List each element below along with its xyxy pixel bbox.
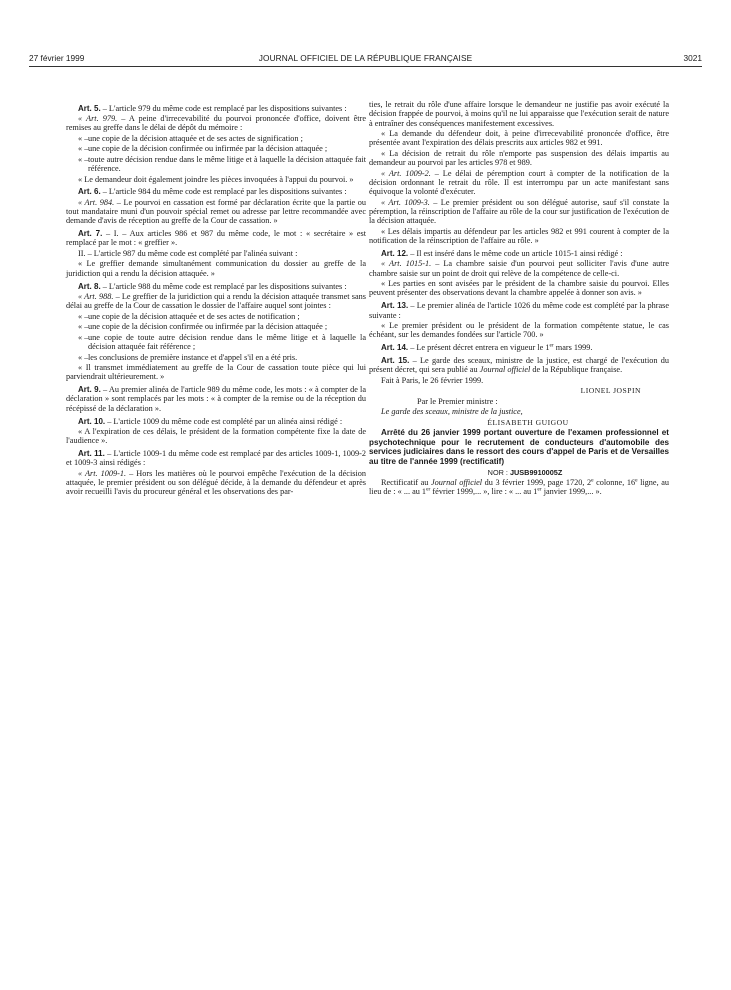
article-15: Art. 15. – Le garde des sceaux, ministre de la justice, est chargé de l'exécution du présent décret, qui sera publié au Journal officiel de la République française. [369, 355, 670, 375]
article-979 [66, 114, 366, 133]
list-item: « – une copie de la décision attaquée et de ses actes de signification ; [78, 133, 303, 143]
list-item: « – une copie de toute autre décision rendue dans le même litige et à laquelle la décision attaquée fait référence ; [78, 332, 366, 352]
article-label: Art. 10. [78, 416, 106, 426]
article-text: – L'article 1009 du même code est complété par un alinéa ainsi rédigé : [107, 416, 343, 426]
article-label: Art. 14. [381, 343, 409, 353]
article-10 [66, 417, 366, 426]
article-text: – Le premier président ou son délégué autorise, sauf s'il constate la péremption, la réinscription de l'affaire au rôle de la cour sur justification de l'exécution de la décision attaquée. [369, 197, 670, 226]
article-8 [66, 282, 366, 291]
article-text: – Le greffier de la juridiction qui a rendu la décision attaquée transmet sans délai au greffe de la Cour de cassation le dossier de l'affaire auquel sont jointes : [66, 292, 366, 311]
article-label: « Art. 1009-3. [381, 197, 430, 207]
article-label: Art. 12. [381, 248, 409, 258]
right-column [369, 100, 669, 498]
left-column [66, 100, 366, 498]
article-1009-3 [369, 198, 669, 226]
article-label: « Art. 988. [78, 292, 114, 302]
article-14: Art. 14. – Le présent décret entrera en vigueur le 1er mars 1999. [381, 342, 593, 353]
article-11 [66, 449, 366, 468]
article-label: Art. 8. [78, 281, 101, 291]
list-item: « – une copie de la décision confirmée ou infirmée par la décision attaquée ; [78, 144, 328, 154]
paragraph: « Le demandeur doit également joindre les pièces invoquées à l'appui du pourvoi. » [78, 174, 354, 184]
header-title: JOURNAL OFFICIEL DE LA RÉPUBLIQUE FRANÇAISE [258, 53, 473, 63]
paragraph: « Les délais impartis au défendeur par les articles 982 et 991 courent à compter de la notification de la réinscription de l'affaire au rôle. » [369, 226, 669, 246]
by-prime-minister: Par le Premier ministre : [417, 396, 498, 406]
article-7 [66, 229, 366, 248]
article-5 [66, 104, 366, 113]
article-label: Art. 6. [78, 187, 101, 197]
paragraph: « Il transmet immédiatement au greffe de la Cour de cassation toute pièce qui lui parviendrait ultérieurement. » [66, 363, 366, 382]
article-text: – L'article 1009-1 du même code est remplacé par des articles 1009-1, 1009-2 et 1009-3 ainsi rédigés : [66, 449, 367, 468]
article-text: – I. – Aux articles 986 et 987 du même code, le mot : « secrétaire » est remplacé par le mot : « greffier ». [66, 229, 367, 248]
article-984 [66, 198, 366, 226]
list-item: « – toute autre décision rendue dans le même litige et à laquelle la décision attaquée fait référence. [78, 154, 366, 174]
article-text: – A peine d'irrecevabilité du pourvoi prononcée d'office, doivent être remises au greffe dans le délai de dépôt du mémoire : [66, 113, 366, 133]
list-item: « – les conclusions de première instance et d'appel s'il en a été pris. [78, 352, 298, 362]
header-date: 27 février 1999 [29, 53, 85, 63]
article-text: – Le premier alinéa de l'article 1026 du même code est complété par la phrase suivante : [369, 301, 670, 320]
article-text: – Il est inséré dans le même code un article 1015-1 ainsi rédigé : [410, 248, 623, 258]
rectificatif: Rectificatif au Journal officiel du 3 février 1999, page 1720, 2e colonne, 16e ligne, au lieu de : « ... au 1er février 1999,... », lire : « ... au 1er janvier 1999,... ». [369, 477, 669, 497]
paragraph: « A l'expiration de ces délais, le président de la formation compétente fixe la date de l'audience ». [66, 427, 366, 446]
article-1009-2 [369, 169, 669, 197]
article-12 [369, 249, 669, 258]
article-text: – L'article 984 du même code est remplacé par les dispositions suivantes : [102, 187, 347, 197]
article-6 [66, 187, 366, 196]
signature-prime-minister: LIONEL JOSPIN [580, 386, 641, 396]
header-page-number: 3021 [683, 53, 702, 63]
done-at: Fait à Paris, le 26 février 1999. [381, 375, 484, 385]
nor-reference: NOR : JUSB9910005Z [487, 467, 563, 477]
article-9 [66, 385, 366, 413]
article-text: – Le délai de péremption court à compter de la notification de la décision ordonnant le retrait du rôle. Il est interrompu par un acte manifestant sans équivoque la volonté d'exécuter. [369, 168, 670, 197]
article-label: « Art. 1009-1. [78, 468, 127, 478]
list-item: « – une copie de la décision confirmée ou infirmée par la décision attaquée ; [78, 322, 328, 332]
article-label: « Art. 1015-1. [381, 259, 432, 269]
arrete-title: Arrêté du 26 janvier 1999 portant ouverture de l'examen professionnel et psychotechnique pour le recrutement de conducteurs d'automobile des services judiciaires dans le ressort des cours d'appel de Paris et de Versailles au titre de l'année 1999 (rectificatif) [369, 428, 669, 466]
article-label: Art. 9. [78, 385, 101, 395]
paragraph: ties, le retrait du rôle d'une affaire lorsque le demandeur ne justifie pas avoir exécuté la décision frappée de pourvoi, à moins qu'il ne lui apparaisse que l'exécution serait de nature à entraîner des conséquences manifestement excessives. [369, 100, 669, 128]
paragraph: « Les parties en sont avisées par le président de la chambre saisie du pourvoi. Elles peuvent présenter des observations devant la chambre appelée à donner son avis. » [369, 279, 669, 298]
article-text: – L'article 988 du même code est remplacé par les dispositions suivantes : [102, 281, 347, 291]
paragraph: II. – L'article 987 du même code est complété par l'alinéa suivant : [78, 248, 298, 258]
article-1015-1 [369, 259, 669, 278]
paragraph: « Le premier président ou le président de la formation compétente statue, le cas échéant, sur les demandes fondées sur l'article 700. » [369, 321, 669, 340]
article-text: – La chambre saisie d'un pourvoi peut solliciter l'avis d'une autre chambre saisie sur un point de droit qui relève de la compétence de celle-ci. [369, 259, 670, 278]
article-text: – L'article 979 du même code est remplacé par les dispositions suivantes : [102, 103, 347, 113]
paragraph: « Le greffier demande simultanément communication du dossier au greffe de la juridiction qui a rendu la décision attaquée. » [66, 259, 366, 278]
article-text: – Le pourvoi en cassation est formé par déclaration écrite que la partie ou tout mandataire muni d'un pouvoir spécial remet ou adresse par lettre recommandée avec demande d'avis de réception au greffe de la Cour de cassation. » [66, 197, 366, 226]
paragraph: « La décision de retrait du rôle n'emporte pas suspension des délais impartis au demandeur au pourvoi par les articles 978 et 989. [369, 148, 669, 168]
article-label: « Art. 979. [78, 113, 118, 123]
article-label: Art. 15. [381, 355, 410, 365]
article-label: Art. 5. [78, 103, 101, 113]
page-header [29, 52, 702, 67]
minister-role: Le garde des sceaux, ministre de la justice, [381, 407, 523, 417]
article-label: Art. 7. [78, 229, 103, 239]
article-text: – Hors les matières où le pourvoi empêche l'exécution de la décision attaquée, le premier président ou son délégué décide, à la demande du défendeur et après avoir recueilli l'avis du procureur général et les observations des par- [66, 468, 366, 497]
signature-minister: ÉLISABETH GUIGOU [487, 417, 569, 427]
article-label: « Art. 1009-2. [381, 168, 431, 178]
article-988 [66, 292, 366, 311]
paragraph: « La demande du défendeur doit, à peine d'irrecevabilité prononcée d'office, être présentée avant l'expiration des délais prescrits aux articles 982 et 991. [369, 129, 669, 148]
article-13 [369, 301, 669, 320]
article-label: Art. 11. [78, 449, 105, 459]
article-label: « Art. 984. [78, 197, 115, 207]
article-label: Art. 13. [381, 301, 409, 311]
article-text: – Au premier alinéa de l'article 989 du même code, les mots : « à compter de la déclaration » sont remplacés par les mots : « à compter de la remise ou de la réception du récépissé de la déclaration ». [66, 385, 367, 413]
article-1009-1 [66, 469, 366, 497]
list-item: « – une copie de la décision attaquée et de ses actes de notification ; [78, 311, 300, 321]
